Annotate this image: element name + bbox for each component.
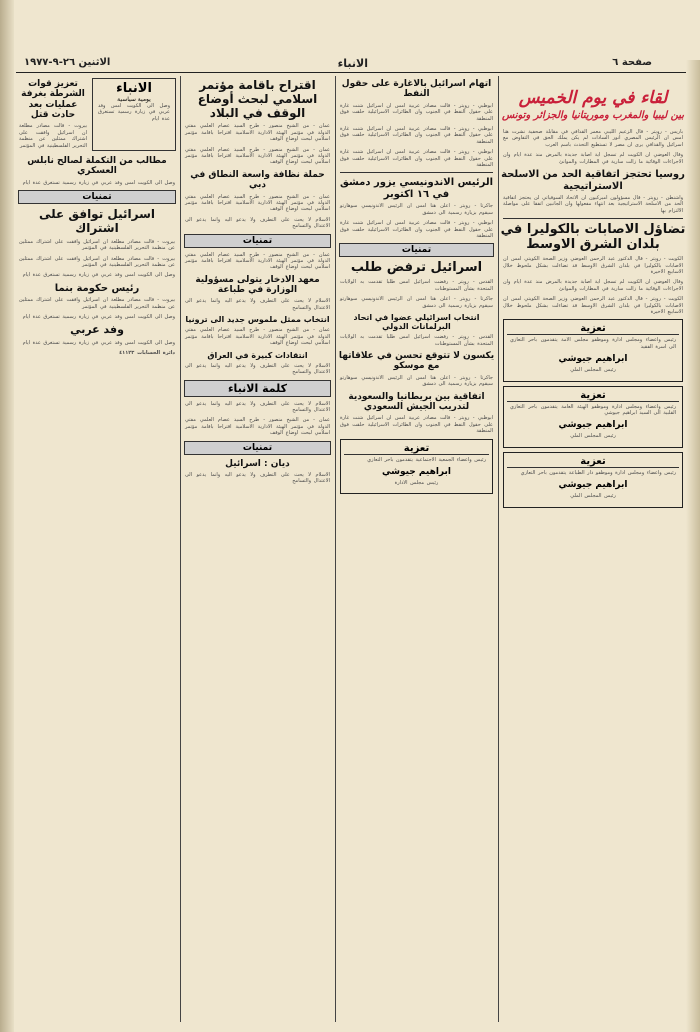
condolence-signature: رئيس المجلس الملي — [570, 493, 616, 500]
column-left — [16, 76, 178, 1022]
column-rule — [335, 76, 336, 1022]
page-fold-shadow — [0, 0, 14, 1032]
section-title: الانباء — [337, 57, 368, 70]
article-iraq-text: الاسلام لا يحث على التطرف ولا يدعو اليه وانما يدعو الى الاعتدال والتسامح — [185, 362, 330, 376]
condolence-text: رئيس واعضاء الجمعية الاجتماعية يتقدمون باحر التعازي — [367, 456, 486, 463]
condolence-name: ابراهيم جيوشي — [558, 420, 628, 431]
article-cholera-text: الكويت - رويتر - قال الدكتور عبد الرحمن العوضي وزير الصحة الكويتي امس ان الاصابات بالكوليرا في بلدان الشرق الاوسط قد تضاءلت بشكل ملحوظ خلال الاسابيع الاخيرة — [503, 256, 683, 275]
editorial-box: كلمة الانباء — [184, 380, 331, 397]
article-savings-text: الاسلام لا يحث على التطرف ولا يدعو اليه وانما يدعو الى الاعتدال والتسامح — [185, 298, 330, 311]
article-islamic-conference-text: عمان - من الشيخ منصور - طرح السيد عصام العلمي مفتي الدولة في مؤتمر الهيئة الادارية الاسلامية اقتراحا باقامة مؤتمر اسلامي لبحث اوضاع الوقف — [185, 146, 330, 166]
article-israel-agrees-text: بيروت - قالت مصادر مطلعة ان اسرائيل وافقت على اشتراك ممثلين عن منظمة التحرير الفلسطينية في المؤتمر — [19, 255, 175, 268]
article-islamic-conference-text: عمان - من الشيخ منصور - طرح السيد عصام العلمي مفتي الدولة في مؤتمر الهيئة الادارية الاسلامية اقتراحا باقامة مؤتمر اسلامي لبحث اوضاع الوقف — [185, 123, 330, 143]
section-box: تمنيات — [339, 243, 494, 257]
condolence-title: تعزية — [344, 443, 489, 455]
article-moscow-text: جاكرتا - رويتر - اعلن هنا امس ان الرئيس الاندونيسي سوهارتو سيقوم بزيارة رسمية الى دمشق — [340, 374, 493, 388]
article-dubai-text: عمان - من الشيخ منصور - طرح السيد عصام العلمي مفتي الدولة في مؤتمر الهيئة الادارية الاسلامية اقتراحا باقامة مؤتمر اسلامي لبحث اوضاع الوقف — [185, 193, 330, 213]
condolence-name: ابراهيم جيوشي — [381, 466, 451, 477]
article-dayan-text: الاسلام لا يحث على التطرف ولا يدعو اليه وانما يدعو الى الاعتدال والتسامح — [185, 472, 330, 485]
headline-dayan: ديان : اسرائيل — [225, 458, 290, 469]
article-election-text: عمان - من الشيخ منصور - طرح السيد عصام العلمي مفتي الدولة في مؤتمر الهيئة الادارية الاسلامية اقتراحا باقامة مؤتمر اسلامي لبحث اوضاع الوقف — [185, 327, 330, 347]
footer-note: دائرة الحسابات ٤١١٢٣ — [119, 350, 175, 357]
section-box: تمنيات — [184, 441, 331, 455]
masthead-mini-box — [92, 78, 176, 151]
column-rule — [498, 76, 499, 1022]
headline-police: تعزيز قوات الشرطة بغرفة عمليات بعد حادث قتل — [21, 79, 85, 121]
headline-islamic-conference: اقتراح باقامة مؤتمر اسلامي لبحث أوضاع الوقف في البلاد — [197, 78, 318, 120]
headline-nablus: مطالب من التكملة لصالح نابلس العسكري — [27, 156, 167, 177]
mini-masthead-text: وصل الى الكويت امس وفد عربي في زيارة رسمية تستغرق عدة ايام — [98, 103, 170, 122]
condolence-name: ابراهيم جيوشي — [558, 354, 628, 365]
article-cholera-text: الكويت - رويتر - قال الدكتور عبد الرحمن العوضي وزير الصحة الكويتي امس ان الاصابات بالكوليرا في بلدان الشرق الاوسط قد تضاءلت بشكل ملحوظ خلال الاسابيع الاخيرة — [503, 296, 683, 315]
condolence-title: تعزية — [507, 323, 679, 335]
article-delegation-text: وصل الى الكويت امس وفد عربي في زيارة رسمية تستغرق عدة ايام — [22, 340, 175, 347]
condolence-title: تعزية — [507, 390, 679, 402]
headline-cholera: تضاؤل الاصابات بالكوليرا في بلدان الشرق الاوسط — [500, 222, 686, 253]
article-indonesia-text: ابوظبي - رويتر - قالت مصادر عربية امس ان اسرائيل شنت غارة على حقول النفط في الجنوب وان الطائرات الاسرائيلية حلقت فوق المنطقة — [340, 220, 493, 239]
headline-saudi-army: اتفاقية بين بريطانيا والسعودية لتدريب الجيش السعودي — [348, 391, 485, 412]
article-saudi-army-text: ابوظبي - رويتر - قالت مصادر عربية امس ان اسرائيل شنت غارة على حقول النفط في الجنوب وان الطائرات الاسرائيلية حلقت فوق المنطقة — [340, 415, 493, 435]
article-israel-refuses-text: جاكرتا - رويتر - اعلن هنا امس ان الرئيس الاندونيسي سوهارتو سيقوم بزيارة رسمية الى دمشق — [340, 296, 493, 309]
editorial-text: عمان - من الشيخ منصور - طرح السيد عصام العلمي مفتي الدولة في مؤتمر الهيئة الادارية الاسلامية اقتراحا باقامة مؤتمر اسلامي لبحث اوضاع الوقف — [185, 417, 330, 437]
headline-arab-delegation: وفد عربي — [70, 323, 124, 337]
subhead-summit: بين ليبيا والمغرب وموريتانيا والجزائر وتونس — [501, 110, 685, 121]
page-edge-shadow — [686, 60, 700, 1032]
condolence-box — [503, 452, 683, 508]
condolence-box — [503, 319, 683, 381]
article-cholera-text: وقال العوضي ان الكويت لم تسجل اية اصابة جديدة بالمرض منذ عدة ايام وان الاجراءات الوقائية ما زالت سارية في المطارات والموانئ — [503, 279, 683, 292]
condolence-name: ابراهيم جيوشي — [558, 480, 628, 491]
headline-moscow: يكسون لا تتوقع تحسن في علاقاتها مع موسكو — [338, 351, 495, 372]
article-panama-text: وصل الى الكويت امس وفد عربي في زيارة رسمية تستغرق عدة ايام — [22, 314, 175, 321]
divider — [340, 172, 493, 173]
headline-panama: رئيس حكومة بنما — [54, 282, 140, 294]
headline-israel-refuses: اسرائيل ترفض طلب — [350, 260, 483, 276]
section-box: تمنيات — [184, 234, 331, 248]
article-oil-raid-text: ابوظبي - رويتر - قالت مصادر عربية امس ان اسرائيل شنت غارة على حقول النفط في الجنوب وان الطائرات الاسرائيلية حلقت فوق المنطقة — [340, 125, 493, 145]
condolence-text: رئيس واعضاء ومجلس ادارة وموظفو مجلس الامة يتقدمون باحر التعازي الى اسرة الفقيد — [510, 337, 676, 350]
condolence-signature: رئيس المجلس الملي — [570, 433, 616, 440]
column-mid-left — [182, 76, 333, 1022]
article-parliaments-text: القدس - رويتر - رفضت اسرائيل امس طلبا تقدمت به الولايات المتحدة بشأن المستوطنات — [340, 334, 493, 347]
headline-election: انتخاب ممثل ملموس جديد الى ترونيا — [185, 315, 330, 325]
column-mid-right — [337, 76, 496, 1022]
condolence-signature: رئيس المجلس الملي — [570, 367, 616, 374]
condolence-title: تعزية — [507, 456, 679, 468]
column-rule — [180, 76, 181, 1022]
article-text: عمان - من الشيخ منصور - طرح السيد عصام العلمي مفتي الدولة في مؤتمر الهيئة الادارية الاسلامية اقتراحا باقامة مؤتمر اسلامي لبحث اوضاع الوقف — [185, 251, 330, 271]
column-right — [500, 76, 686, 1022]
headline-parliaments: انتخاب اسرائيلي عضوا في اتحاد البرلمانات الدولي — [353, 312, 480, 332]
article-israel-refuses-text: القدس - رويتر - رفضت اسرائيل امس طلبا تقدمت به الولايات المتحدة بشأن المستوطنات — [340, 279, 493, 292]
section-box: تمنيات — [18, 190, 176, 204]
article-nablus-text: وصل الى الكويت امس وفد عربي في زيارة رسمية تستغرق عدة ايام — [22, 179, 175, 186]
headline-iraq: انتقادات كبيرة في العراق — [207, 350, 308, 360]
issue-date: الاثنين ٢٦-٩-١٩٧٧ — [24, 57, 111, 68]
condolence-text: رئيس واعضاء ومجلس ادارة وموظفو الهيئة العامة يتقدمون باحر التعازي القلبية الى السيد ابراهيم جيوشي — [510, 403, 676, 416]
article-israel-agrees-text: وصل الى الكويت امس وفد عربي في زيارة رسمية تستغرق عدة ايام — [22, 272, 175, 279]
article-salt-text: واشنطن - رويتر - قال مسؤولون اميركيون ان الاتحاد السوفياتي لن يحتجز اتفاقية الحد من الاسلحة الاستراتيجية بعد انتهاء مفعولها وان الجانبين اتفقا على مواصلة الالتزام بها — [503, 195, 683, 214]
headline-summit: لقاء في يوم الخميس — [518, 88, 668, 108]
article-oil-raid-text: ابوظبي - رويتر - قالت مصادر عربية امس ان اسرائيل شنت غارة على حقول النفط في الجنوب وان الطائرات الاسرائيلية حلقت فوق المنطقة — [340, 149, 493, 168]
condolence-box — [340, 439, 493, 495]
article-police-text: بيروت - قالت مصادر مطلعة ان اسرائيل وافقت على اشتراك ممثلين عن منظمة التحرير الفلسطينية في المؤتمر — [19, 123, 87, 149]
mini-masthead-sub: يومية سياسية — [117, 96, 151, 103]
article-oil-raid-text: ابوظبي - رويتر - قالت مصادر عربية امس ان اسرائيل شنت غارة على حقول النفط في الجنوب وان الطائرات الاسرائيلية حلقت فوق المنطقة — [340, 102, 493, 122]
headline-savings-institute: معهد الادخار يتولى مسؤولية الوزارة في طباعة — [195, 274, 320, 296]
masthead-bar — [16, 56, 686, 73]
condolence-box — [503, 386, 683, 448]
article-dubai-text: الاسلام لا يحث على التطرف ولا يدعو اليه وانما يدعو الى الاعتدال والتسامح — [185, 216, 330, 230]
article-summit-text: باريس - رويتر - قال الزعيم الليبي معمر القذافي في مقابلة صحفية نشرت هنا امس ان الرئيس المصري انور السادات لم يكن يملك الحق في التفاوض مع اسرائيل والقذافي يرى ان مصر لا تستطيع التحدث باسم العرب — [503, 129, 683, 148]
condolence-signature: رئيس مجلس الادارة — [394, 479, 439, 486]
article-panama-text: بيروت - قالت مصادر مطلعة ان اسرائيل وافقت على اشتراك ممثلين عن منظمة التحرير الفلسطينية في المؤتمر — [19, 297, 175, 310]
headline-dubai: حملة نظافة واسعة النطاق في دبي — [190, 169, 325, 191]
divider — [503, 218, 683, 219]
article-summit-text: وقال العوضي ان الكويت لم تسجل اية اصابة جديدة بالمرض منذ عدة ايام وان الاجراءات الوقائية ما زالت سارية في المطارات والموانئ — [503, 152, 683, 165]
article-indonesia-text: جاكرتا - رويتر - اعلن هنا امس ان الرئيس الاندونيسي سوهارتو سيقوم بزيارة رسمية الى دمشق — [340, 203, 493, 216]
headline-israel-agrees: اسرائيل توافق على اشتراك — [38, 207, 155, 235]
headline-salt: روسيا تحتجز اتفاقية الحد من الاسلحة الاستراتيجية — [501, 169, 685, 192]
article-israel-agrees-text: بيروت - قالت مصادر مطلعة ان اسرائيل وافقت على اشتراك ممثلين عن منظمة التحرير الفلسطينية في المؤتمر — [19, 238, 175, 252]
editorial-text: الاسلام لا يحث على التطرف ولا يدعو اليه وانما يدعو الى الاعتدال والتسامح — [185, 400, 330, 414]
headline-oil-raid: اتهام اسرائيل بالاغارة على حقول النفط — [341, 79, 492, 100]
page-number: صفحة ٦ — [612, 57, 652, 68]
condolence-text: رئيس واعضاء ومجلس ادارة وموظفو دار الطباعة يتقدمون باحر التعازي — [520, 469, 676, 476]
mini-masthead-title: الانباء — [116, 81, 152, 96]
headline-indonesia: الرئيس الاندونيسي يزور دمشق في ١٦ اكتوبر — [339, 177, 494, 200]
